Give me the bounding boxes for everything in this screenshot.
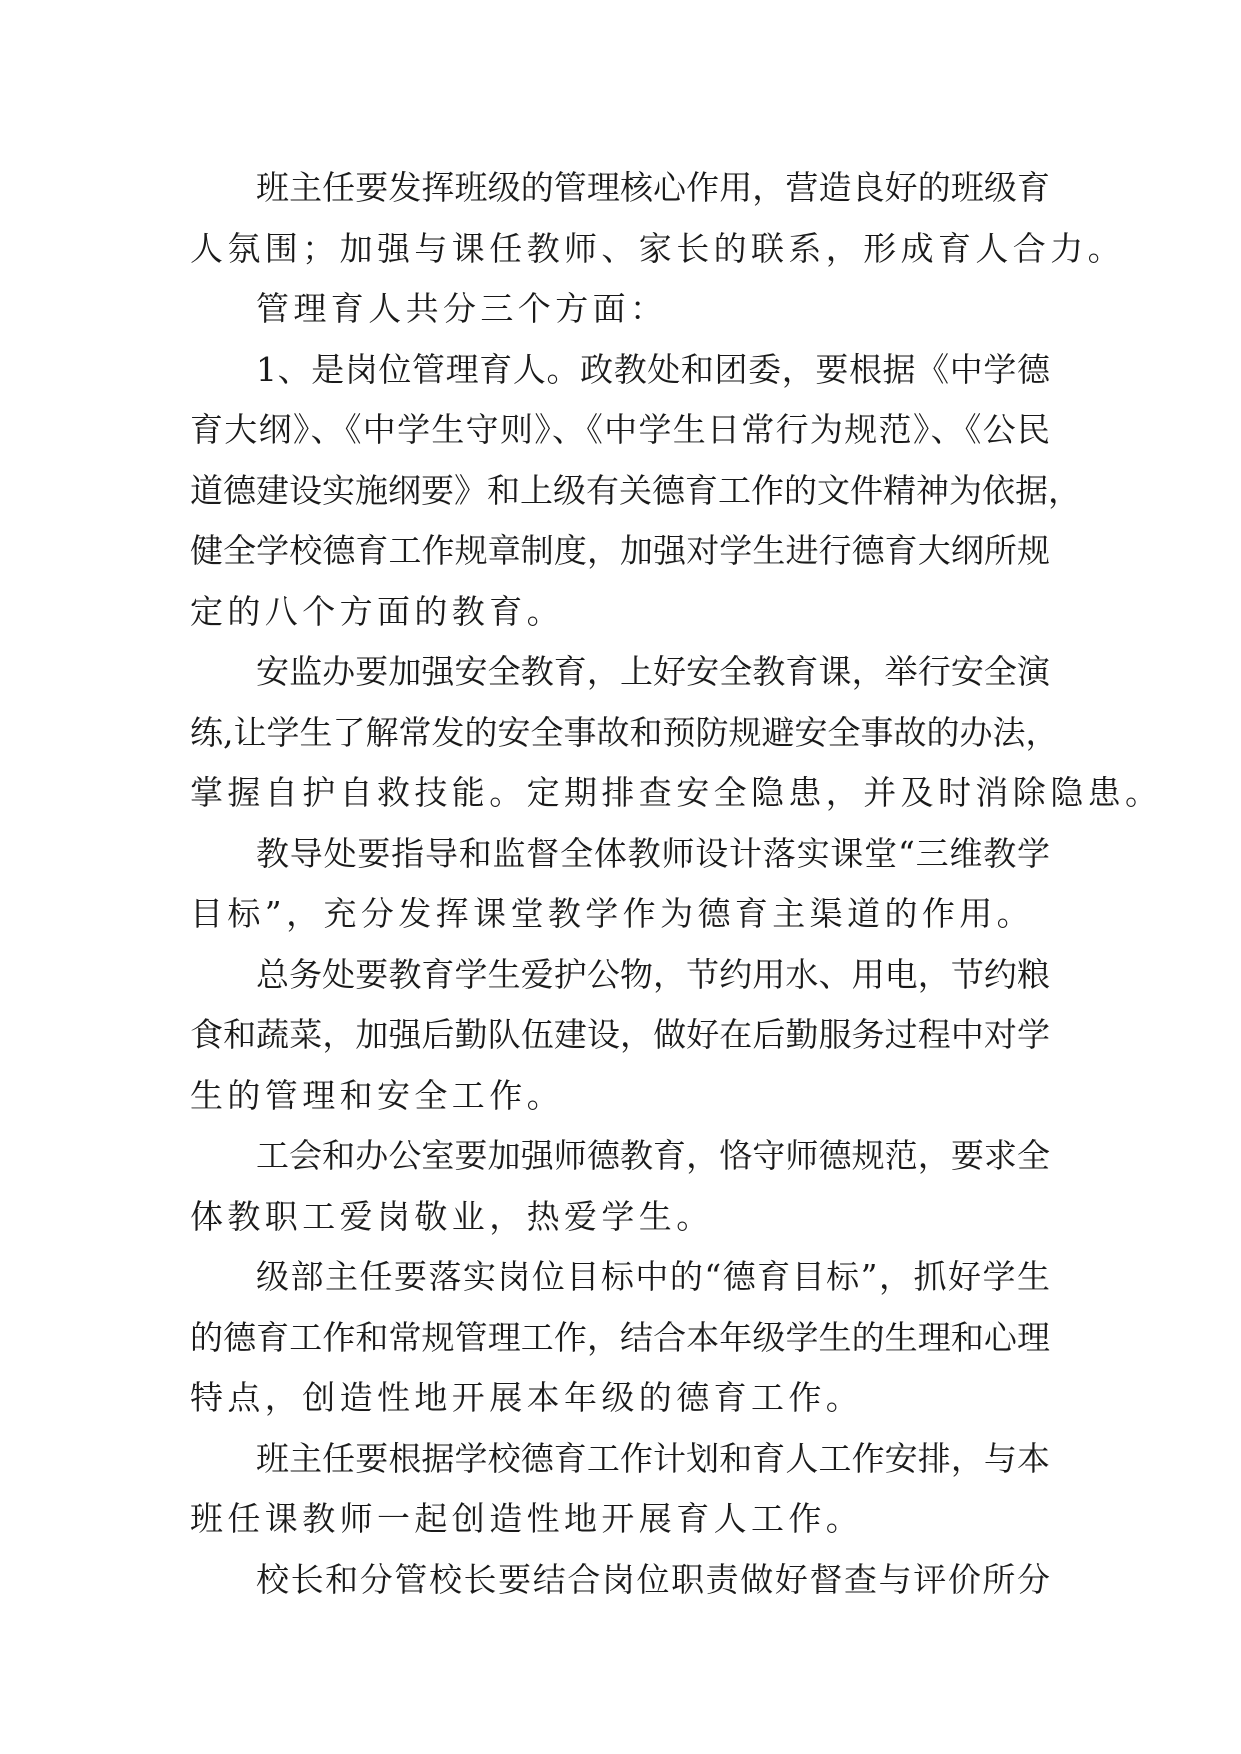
text-line: 练,让学生了解常发的安全事故和预防规避安全事故的办法， <box>190 712 1059 752</box>
text-line: 健全学校德育工作规章制度，加强对学生进行德育大纲所规 <box>190 531 1050 570</box>
text-line: 工会和办公室要加强师德教育，恪守师德规范，要求全 <box>256 1136 1050 1175</box>
text-line: 特点，创造性地开展本年级的德育工作。 <box>190 1378 864 1417</box>
text-line: 班任课教师一起创造性地开展育人工作。 <box>190 1499 864 1538</box>
text-line: 体教职工爱岗敬业，热爱学生。 <box>190 1196 714 1236</box>
text-line: 定的八个方面的教育。 <box>190 591 564 631</box>
text-line: 级部主任要落实岗位目标中的“德育目标”，抓好学生 <box>256 1257 1050 1296</box>
text-line: 人氛围；加强与课任教师、家长的联系，形成育人合力。 <box>190 228 1125 268</box>
text-line: 总务处要教育学生爱护公物，节约用水、用电，节约粮 <box>256 954 1050 994</box>
text-line: 校长和分管校长要结合岗位职责做好督查与评价所分 <box>256 1559 1050 1599</box>
text-line: 的德育工作和常规管理工作，结合本年级学生的生理和心理 <box>190 1317 1050 1357</box>
text-line: 班主任要发挥班级的管理核心作用，营造良好的班级育 <box>256 168 1050 207</box>
text-line: 班主任要根据学校德育工作计划和育人工作安排，与本 <box>256 1438 1050 1478</box>
text-line: 生的管理和安全工作。 <box>190 1075 564 1115</box>
text-line: 教导处要指导和监督全体教师设计落实课堂“三维教学 <box>256 833 1050 873</box>
text-line: 掌握自护自救技能。定期排查安全隐患，并及时消除隐患。 <box>190 773 1163 812</box>
text-line: 1、是岗位管理育人。政教处和团委，要根据《中学德 <box>256 349 1050 389</box>
text-line: 管理育人共分三个方面： <box>256 289 668 328</box>
body-text <box>190 158 1163 1610</box>
text-line: 食和蔬菜，加强后勤队伍建设，做好在后勤服务过程中对学 <box>190 1015 1050 1054</box>
text-line: 目标”，充分发挥课堂教学作为德育主渠道的作用。 <box>190 894 1035 933</box>
text-line: 道德建设实施纲要》和上级有关德育工作的文件精神为依据， <box>190 470 1081 510</box>
text-line: 育大纲》、《中学生守则》、《中学生日常行为规范》、《公民 <box>190 410 1050 449</box>
text-line: 安监办要加强安全教育，上好安全教育课，举行安全演 <box>256 652 1050 691</box>
